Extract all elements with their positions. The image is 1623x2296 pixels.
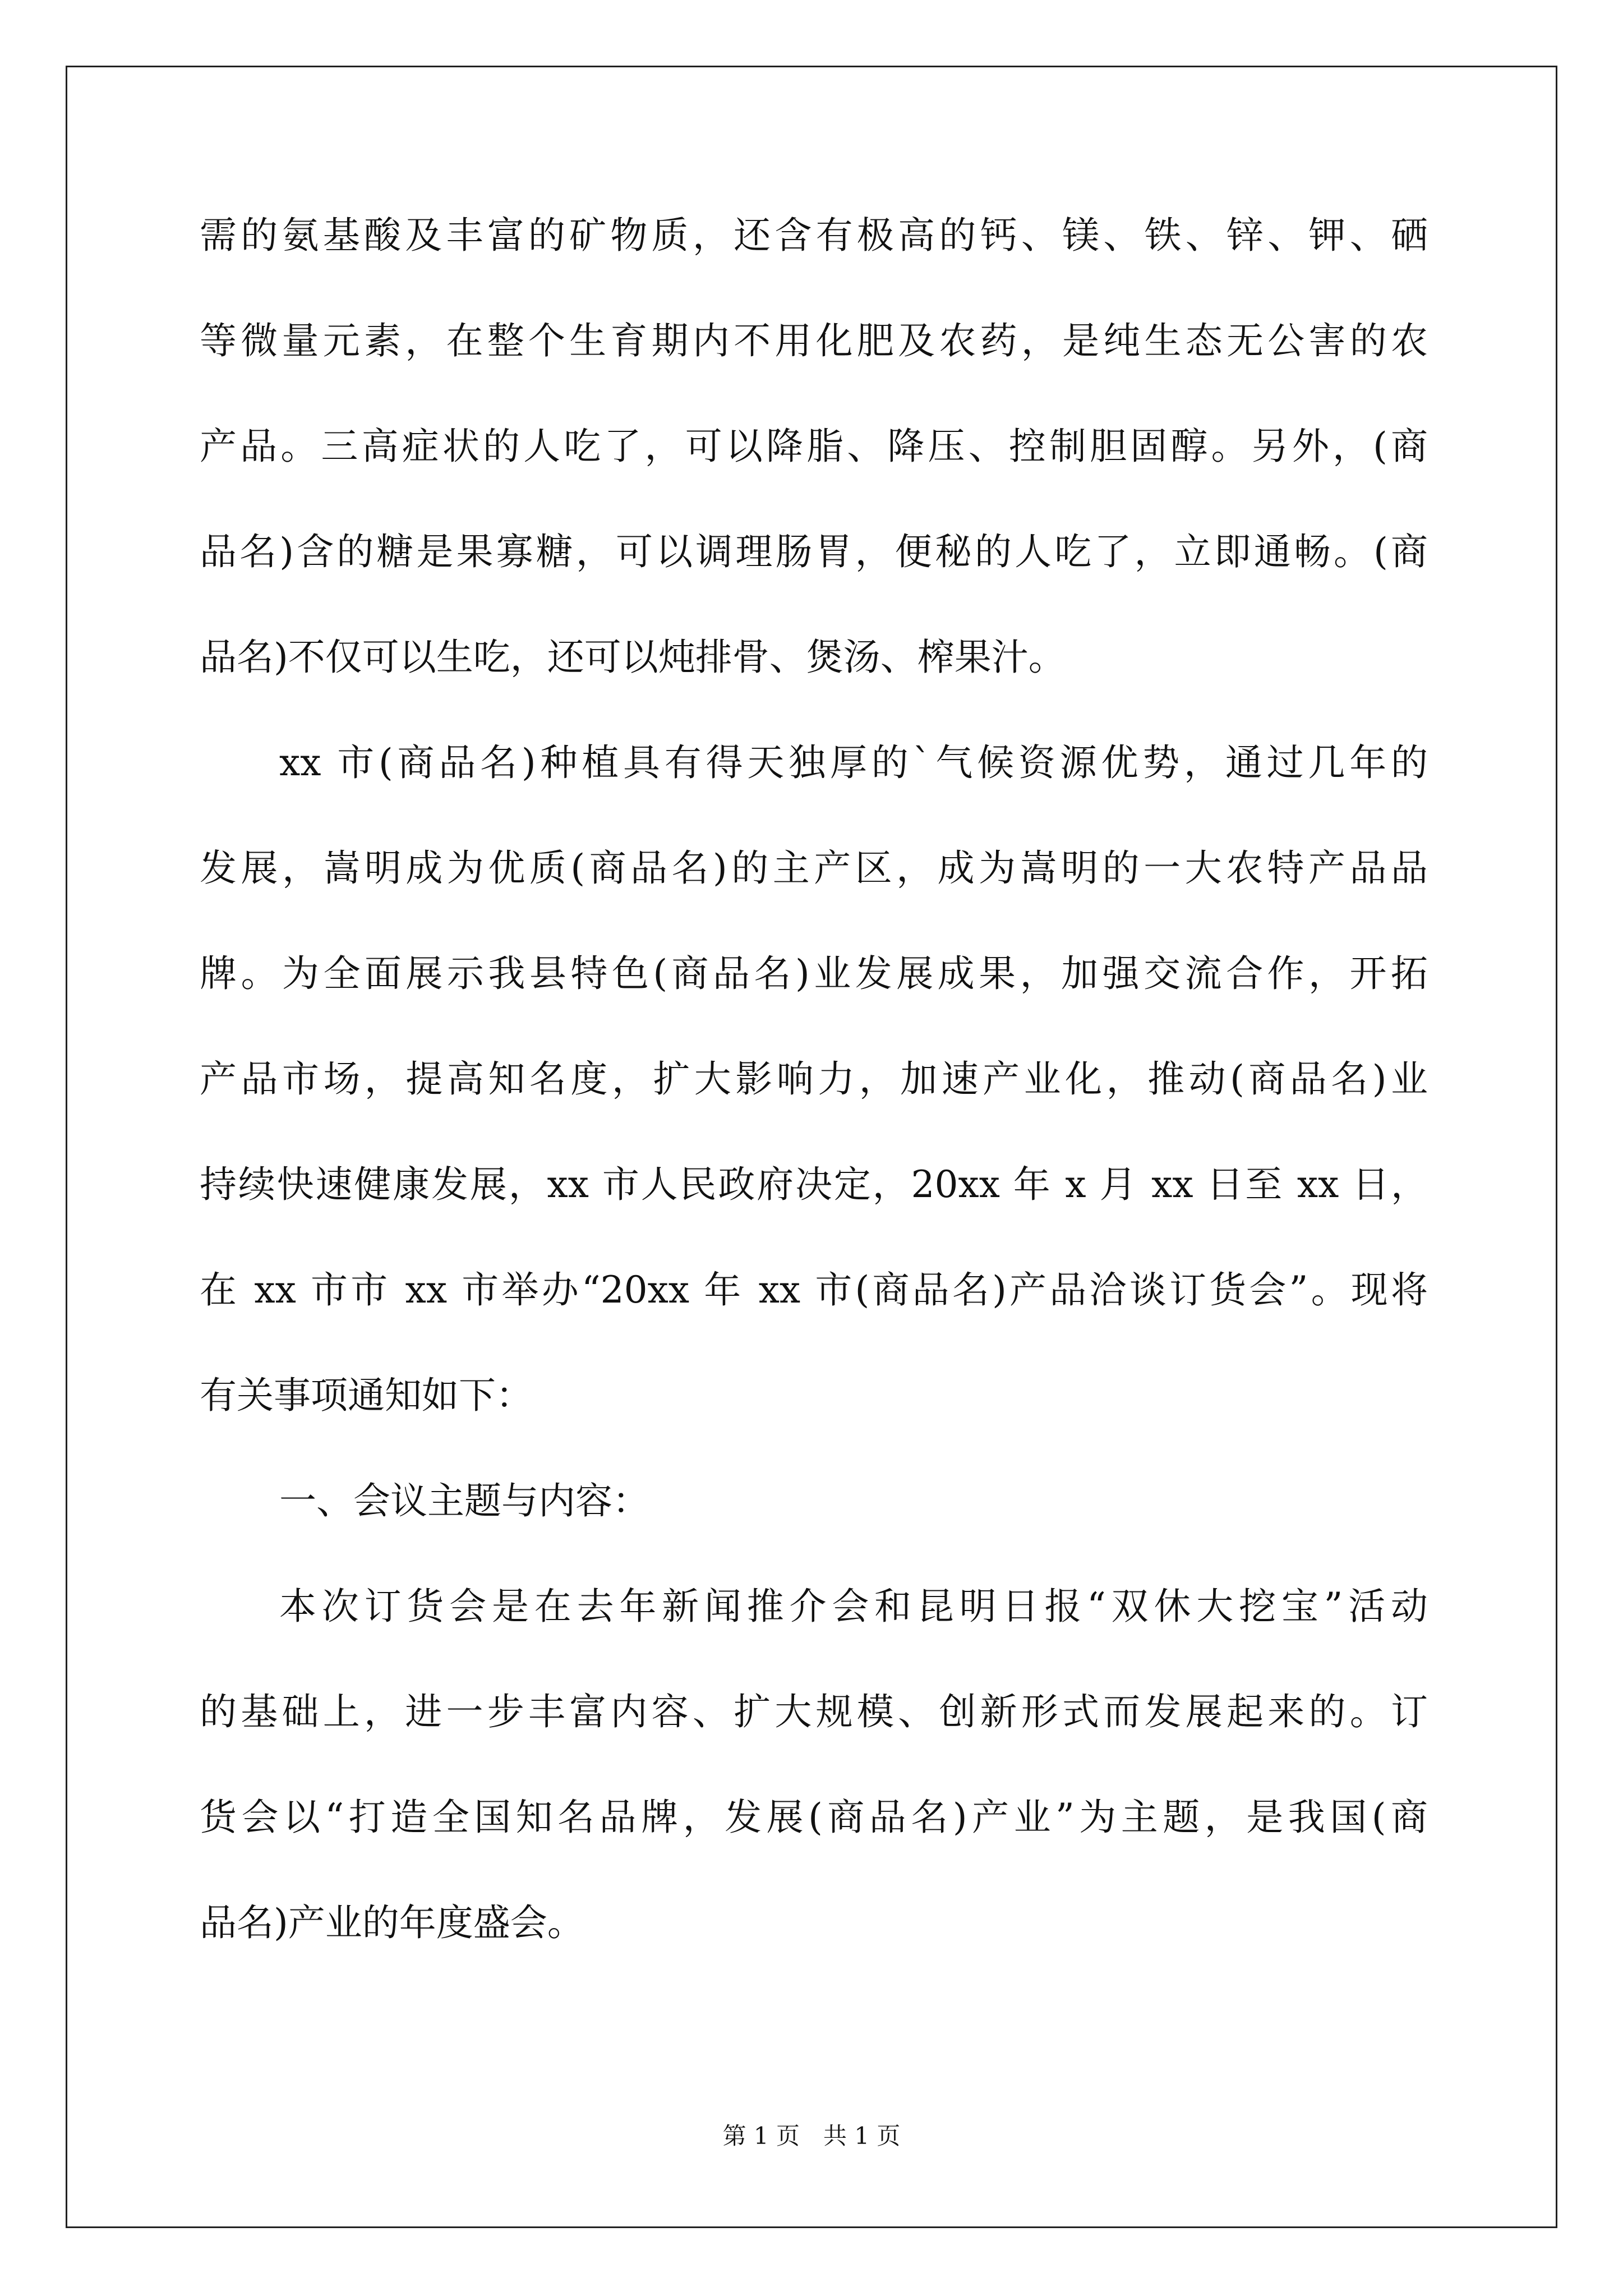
paragraph-line: 货会以“打造全国知名品牌，发展(商品名)产业”为主题，是我国(商: [200, 1796, 1428, 1839]
paragraph-line: xx 市(商品名)种植具有得天独厚的`气候资源优势，通过几年的: [279, 741, 1428, 784]
paragraph-line: 牌。为全面展示我县特色(商品名)业发展成果，加强交流合作，开拓: [200, 952, 1428, 995]
paragraph-line: 持续快速健康发展，xx 市人民政府决定，20xx 年 x 月 xx 日至 xx 日，: [200, 1163, 1428, 1206]
paragraph-line: 需的氨基酸及丰富的矿物质，还含有极高的钙、镁、铁、锌、钾、硒: [200, 214, 1428, 257]
page-number-footer: 第 1 页 共 1 页: [722, 2122, 901, 2150]
paragraph-line: 本次订货会是在去年新闻推介会和昆明日报“双休大挖宝”活动: [279, 1585, 1428, 1628]
paragraph-line: 在 xx 市市 xx 市举办“20xx 年 xx 市(商品名)产品洽谈订货会”。现将: [200, 1268, 1428, 1312]
section-heading: 一、会议主题与内容：: [279, 1479, 649, 1522]
paragraph-line: 有关事项通知如下：: [200, 1374, 533, 1417]
paragraph-line: 品名)产业的年度盛会。: [200, 1901, 584, 1944]
paragraph-line: 品名)不仅可以生吃，还可以炖排骨、煲汤、榨果汁。: [200, 636, 1066, 679]
paragraph-line: 品名)含的糖是果寡糖，可以调理肠胃，便秘的人吃了，立即通畅。(商: [200, 530, 1428, 573]
paragraph-line: 产品。三高症状的人吃了，可以降脂、降压、控制胆固醇。另外，(商: [200, 425, 1428, 468]
paragraph-line: 产品市场，提高知名度，扩大影响力，加速产业化，推动(商品名)业: [200, 1057, 1428, 1101]
paragraph-line: 等微量元素，在整个生育期内不用化肥及农药，是纯生态无公害的农: [200, 319, 1428, 362]
paragraph-line: 的基础上，进一步丰富内容、扩大规模、创新形式而发展起来的。订: [200, 1690, 1428, 1733]
paragraph-line: 发展，嵩明成为优质(商品名)的主产区，成为嵩明的一大农特产品品: [200, 846, 1428, 890]
